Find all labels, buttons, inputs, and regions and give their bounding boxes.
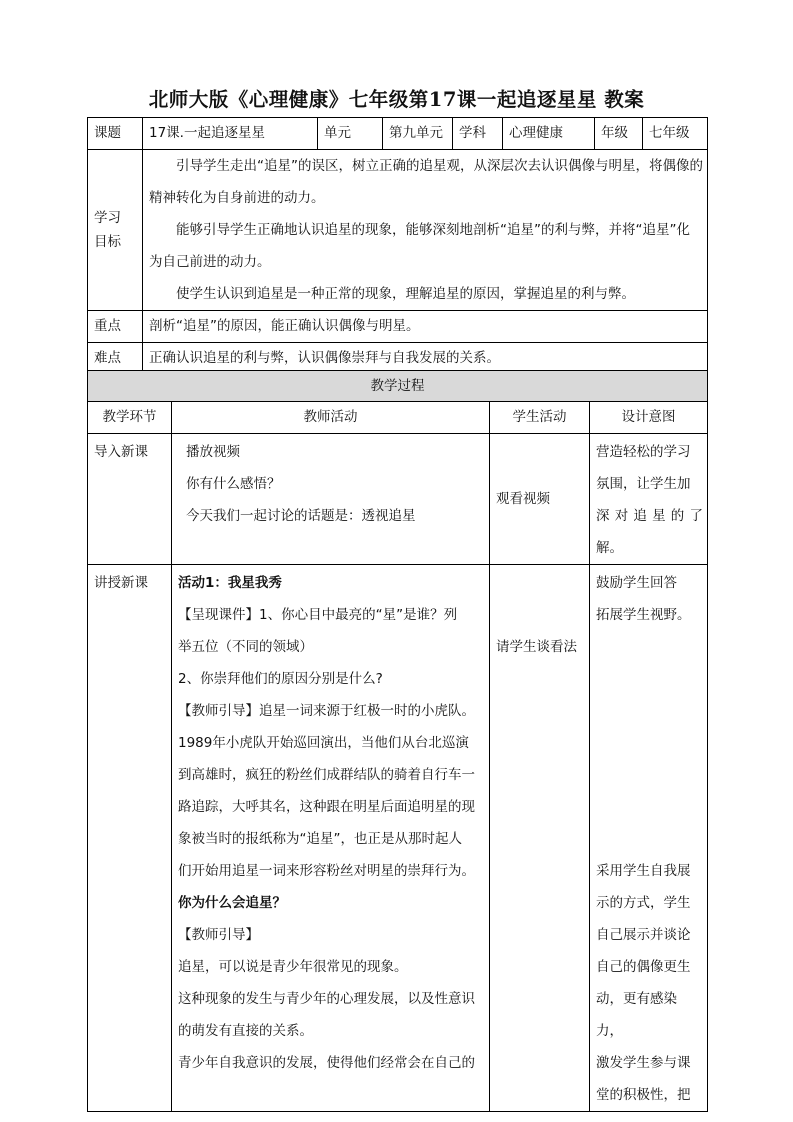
focus-text: 剖析“追星”的原因，能正确认识偶像与明星。: [143, 311, 708, 343]
lecture-intent-line: 激发学生参与课: [596, 1055, 691, 1071]
lecture-intent-line: 拓展学生视野。: [596, 607, 691, 623]
lecture-teacher-line: 这种现象的发生与青少年的心理发展，以及性意识: [178, 991, 475, 1007]
focus-label: 重点: [88, 311, 143, 343]
header-stage: 教学环节: [88, 402, 172, 434]
unit-value: 第九单元: [383, 118, 453, 150]
grade-label: 年级: [595, 118, 643, 150]
lecture-teacher-line: 2、你崇拜他们的原因分别是什么?: [178, 671, 383, 687]
page-title: 北师大版《心理健康》七年级第17课一起追逐星星 教案: [148, 88, 645, 111]
intro-intent-line: 氛围，让学生加: [596, 476, 691, 492]
intro-student: 观看视频: [490, 434, 590, 565]
lecture-student: [490, 565, 590, 1112]
header-student: 学生活动: [490, 402, 590, 434]
lecture-teacher-line: 活动1：我星我秀: [178, 575, 282, 591]
difficulty-label: 难点: [88, 343, 143, 375]
header-teacher: 教师活动: [172, 402, 490, 434]
lesson-info-table: [87, 117, 708, 375]
lecture-teacher-line: 【呈现课件】1、你心目中最亮的“星”是谁？列: [178, 607, 458, 623]
grade-value: 七年级: [643, 118, 708, 150]
goal-item: 使学生认识到追星是一种正常的现象，理解追星的原因，掌握追星的利与弊。: [176, 286, 635, 302]
intro-intent-line: 深对追星的了: [596, 508, 703, 524]
intro-teacher: [172, 434, 490, 565]
intro-teacher-line: 今天我们一起讨论的话题是：透视追星: [186, 508, 416, 524]
goals-content: [143, 150, 708, 311]
lecture-intent-line: 自己的偶像更生: [596, 959, 691, 975]
goals-label-line-2: 目标: [94, 234, 121, 250]
subject-value: 心理健康: [503, 118, 595, 150]
intro-intent-line: 解。: [596, 540, 623, 556]
lecture-teacher-line: 的萌发有直接的关系。: [178, 1023, 313, 1039]
lecture-teacher-line: 举五位（不同的领域）: [178, 639, 313, 655]
lecture-teacher-line: 到高雄时，疯狂的粉丝们成群结队的骑着自行车一: [178, 767, 475, 783]
lecture-intent-line: 自己展示并谈论: [596, 927, 691, 943]
process-band: 教学过程: [88, 371, 708, 402]
lecture-teacher-line: 1989年小虎队开始巡回演出，当他们从台北巡演: [178, 735, 469, 751]
lecture-intent-line: 堂的积极性，把: [596, 1087, 691, 1103]
lecture-intent: [590, 565, 708, 1112]
lecture-teacher-line: 们开始用追星一词来形容粉丝对明星的崇拜行为。: [178, 863, 475, 879]
topic-value: 17课.一起追逐星星: [143, 118, 318, 150]
lecture-teacher-line: 【教师引导】: [178, 927, 259, 943]
lecture-teacher-line: 【教师引导】追星一词来源于红极一时的小虎队。: [178, 703, 475, 719]
lecture-teacher-line: 青少年自我意识的发展，使得他们经常会在自己的: [178, 1055, 475, 1071]
subject-label: 学科: [453, 118, 503, 150]
lecture-teacher: [172, 565, 490, 1112]
intro-teacher-line: 播放视频: [186, 444, 240, 460]
lecture-teacher-line: 你为什么会追星？: [178, 895, 286, 911]
lecture-intent-line: 采用学生自我展: [596, 863, 691, 879]
lecture-intent-line: 示的方式，学生: [596, 895, 691, 911]
header-intent: 设计意图: [590, 402, 708, 434]
intro-teacher-line: 你有什么感悟？: [186, 476, 281, 492]
teaching-process-table: [87, 370, 708, 1112]
lecture-teacher-line: 路追踪，大呼其名，这种跟在明星后面追明星的现: [178, 799, 475, 815]
difficulty-text: 正确认识追星的利与弊，认识偶像崇拜与自我发展的关系。: [143, 343, 708, 375]
goals-label: [88, 150, 143, 311]
intro-intent-line: 营造轻松的学习: [596, 444, 691, 460]
lecture-intent-line: 动，更有感染力，: [596, 991, 677, 1039]
unit-label: 单元: [318, 118, 383, 150]
goal-item: 引导学生走出“追星”的误区，树立正确的追星观，从深层次去认识偶像与明星，将偶像的精神转化为自身前进的动力。: [149, 158, 703, 206]
lecture-intent-line: 鼓励学生回答: [596, 575, 677, 591]
lecture-stage: 讲授新课: [88, 565, 172, 1112]
lecture-teacher-line: 象被当时的报纸称为“追星”，也正是从那时起人: [178, 831, 462, 847]
lecture-teacher-line: 追星，可以说是青少年很常见的现象。: [178, 959, 408, 975]
lecture-student-text: 请学生谈看法: [496, 639, 577, 655]
goals-label-line-1: 学习: [94, 209, 121, 226]
goal-item: 能够引导学生正确地认识追星的现象，能够深刻地剖析“追星”的利与弊，并将“追星”化为自己前进的动力。: [149, 222, 690, 270]
intro-intent: [590, 434, 708, 565]
topic-label: 课题: [88, 118, 143, 150]
intro-stage: 导入新课: [88, 434, 172, 565]
